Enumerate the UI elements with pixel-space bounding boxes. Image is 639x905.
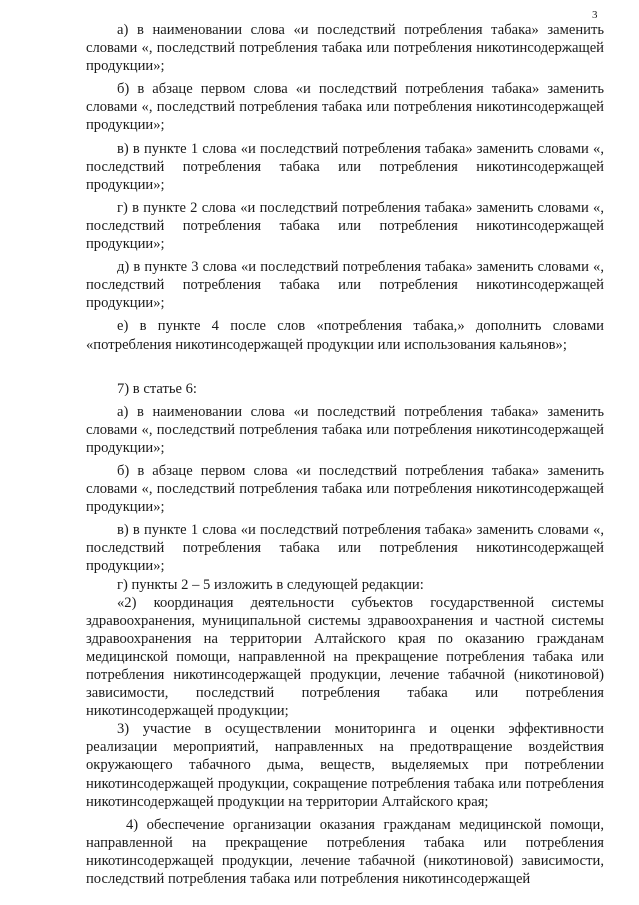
- page-number: 3: [592, 9, 598, 21]
- paragraph-6c: в) в пункте 1 слова «и последствий потребления табака» заменить словами «, последствий потребления табака или потребления никотинсодержащей продукции»;: [86, 140, 604, 193]
- paragraph-6e: д) в пункте 3 слова «и последствий потребления табака» заменить словами «, последствий потребления табака или потребления никотинсодержащей продукции»;: [86, 259, 604, 312]
- document-body: [86, 21, 604, 893]
- paragraph-7c: в) в пункте 1 слова «и последствий потребления табака» заменить словами «, последствий потребления табака или потребления никотинсодержащей продукции»;: [86, 522, 604, 575]
- paragraph-6d: г) в пункте 2 слова «и последствий потребления табака» заменить словами «, последствий потребления табака или потребления никотинсодержащей продукции»;: [86, 199, 604, 253]
- paragraph-7b: б) в абзаце первом слова «и последствий потребления табака» заменить словами «, последствий потребления табака или потребления никотинсодержащей продукции»;: [86, 462, 604, 516]
- paragraph-6a: а) в наименовании слова «и последствий потребления табака» заменить словами «, последствий потребления табака или потребления никотинсодержащей продукции»;: [86, 22, 604, 75]
- paragraph-7a: а) в наименовании слова «и последствий потребления табака» заменить словами «, последствий потребления табака или потребления никотинсодержащей продукции»;: [86, 403, 604, 456]
- section-7-heading: 7) в статье 6:: [117, 380, 197, 397]
- paragraph-6b: б) в абзаце первом слова «и последствий потребления табака» заменить словами «, последствий потребления табака или потребления никотинсодержащей продукции»;: [86, 81, 604, 134]
- paragraph-item-2: «2) координация деятельности субъектов государственной системы здравоохранения, муниципальной системы здравоохранения и частной системы здравоохранения на территории Алтайского края по оказанию гражданам медицинской помощи, направленной на прекращение потребления табака или потребления никотинсодержащей продукции, лечение табачной (никотиновой) зависимости, последствий потребления табака или потребления никотинсодержащей продукции;: [86, 594, 604, 720]
- paragraph-item-4: 4) обеспечение организации оказания гражданам медицинской помощи, направленной на прекращение потребления табака или потребления никотинсодержащей продукции, лечение табачной (никотиновой) зависимости, последствий потребления табака или потребления никотинсодержащей: [86, 816, 604, 888]
- paragraph-item-3: 3) участие в осуществлении мониторинга и оценки эффективности реализации мероприятий, направленных на предотвращение воздействия окружающего табачного дыма, веществ, выделяемых при потреблении никотинсодержащей продукции, сокращение потребления табака или потребления никотинсодержащей продукции на территории Алтайского края;: [86, 721, 604, 810]
- paragraph-6f: е) в пункте 4 после слов «потребления табака,» дополнить словами «потребления никотинсодержащей продукции или использования кальянов»;: [86, 318, 604, 353]
- paragraph-7d: г) пункты 2 – 5 изложить в следующей редакции:: [117, 576, 424, 593]
